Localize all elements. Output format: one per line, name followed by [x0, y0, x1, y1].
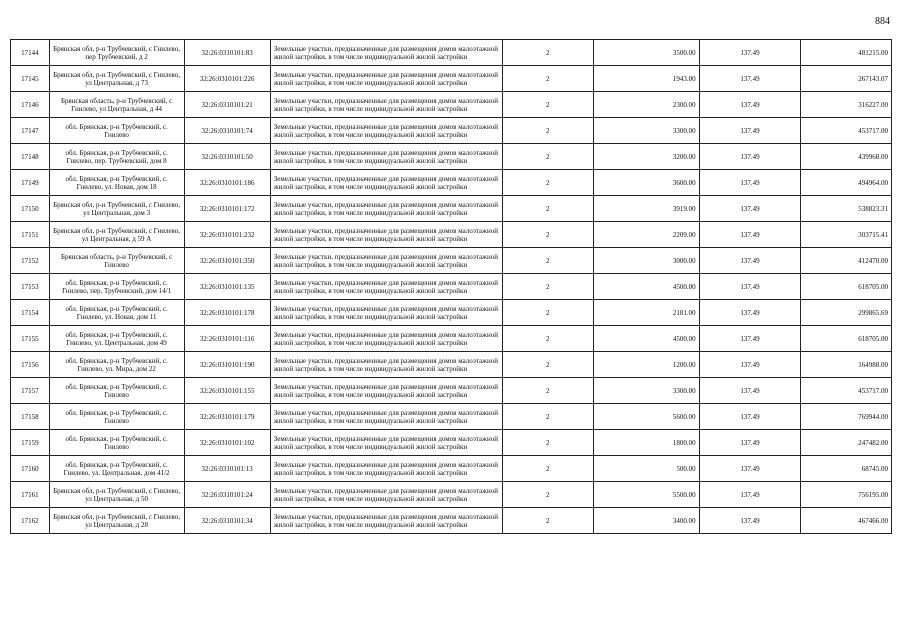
category-cell: 2 — [502, 196, 593, 222]
land-use-cell: Земельные участки, предназначенные для размещения домов малоэтажной жилой застройки, в том числе индивидуальной жилой застройки — [270, 196, 502, 222]
address-cell: обл. Брянская, р-н Трубчевский, с. Гнилево, ул. Новая, дом 11 — [49, 300, 184, 326]
rate-cell: 137.49 — [699, 118, 801, 144]
cadastral-number-cell: 32:26:0310101:232 — [184, 222, 270, 248]
category-cell: 2 — [502, 248, 593, 274]
cadastral-number-cell: 32:26:0310101:178 — [184, 300, 270, 326]
area-cell: 4500.00 — [593, 274, 699, 300]
rate-cell: 137.49 — [699, 66, 801, 92]
cadastral-number-cell: 32:26:0310101:13 — [184, 456, 270, 482]
row-number-cell: 17144 — [11, 40, 50, 66]
area-cell: 3600.00 — [593, 170, 699, 196]
rate-cell: 137.49 — [699, 274, 801, 300]
cadastral-cost-cell: 769944.00 — [801, 404, 892, 430]
category-cell: 2 — [502, 66, 593, 92]
rate-cell: 137.49 — [699, 144, 801, 170]
cadastral-cost-cell: 412470.00 — [801, 248, 892, 274]
row-number-cell: 17160 — [11, 456, 50, 482]
cadastral-cost-cell: 618705.00 — [801, 274, 892, 300]
land-use-cell: Земельные участки, предназначенные для размещения домов малоэтажной жилой застройки, в том числе индивидуальной жилой застройки — [270, 456, 502, 482]
address-cell: обл. Брянская, р-н Трубчевский, с. Гнилево — [49, 378, 184, 404]
row-number-cell: 17155 — [11, 326, 50, 352]
area-cell: 3500.00 — [593, 40, 699, 66]
rate-cell: 137.49 — [699, 508, 801, 534]
address-cell: обл. Брянская, р-н Трубчевский, с. Гнилево, ул. Мира, дом 22 — [49, 352, 184, 378]
cadastral-number-cell: 32:26:0310101:83 — [184, 40, 270, 66]
table-row — [11, 248, 892, 274]
land-use-cell: Земельные участки, предназначенные для размещения домов малоэтажной жилой застройки, в том числе индивидуальной жилой застройки — [270, 404, 502, 430]
category-cell: 2 — [502, 508, 593, 534]
table-row — [11, 222, 892, 248]
row-number-cell: 17161 — [11, 482, 50, 508]
cadastral-cost-cell: 467466.00 — [801, 508, 892, 534]
area-cell: 1800.00 — [593, 430, 699, 456]
address-cell: Брянская область, р-н Трубчевский, с Гнилево, ул Центральная, д 44 — [49, 92, 184, 118]
row-number-cell: 17149 — [11, 170, 50, 196]
address-cell: обл. Брянская, р-н Трубчевский, с. Гнилево, пер. Трубчевский, дом 8 — [49, 144, 184, 170]
rate-cell: 137.49 — [699, 196, 801, 222]
cadastral-cost-cell: 618705.00 — [801, 326, 892, 352]
area-cell: 2181.00 — [593, 300, 699, 326]
cadastral-cost-cell: 453717.00 — [801, 118, 892, 144]
table-row — [11, 274, 892, 300]
category-cell: 2 — [502, 456, 593, 482]
cadastral-cost-cell: 481215.00 — [801, 40, 892, 66]
category-cell: 2 — [502, 300, 593, 326]
cadastral-cost-cell: 164988.00 — [801, 352, 892, 378]
cadastral-number-cell: 32:26:0310101:34 — [184, 508, 270, 534]
page-number: 884 — [875, 16, 890, 27]
area-cell: 500.00 — [593, 456, 699, 482]
row-number-cell: 17150 — [11, 196, 50, 222]
area-cell: 5600.00 — [593, 404, 699, 430]
category-cell: 2 — [502, 482, 593, 508]
cadastral-value-table — [10, 39, 892, 534]
cadastral-number-cell: 32:26:0310101:172 — [184, 196, 270, 222]
address-cell: Брянская обл, р-н Трубчевский, с Гнилево, ул Центральная, д 50 — [49, 482, 184, 508]
address-cell: обл. Брянская, р-н Трубчевский, с. Гнилево — [49, 404, 184, 430]
category-cell: 2 — [502, 430, 593, 456]
cadastral-number-cell: 32:26:0310101:116 — [184, 326, 270, 352]
cadastral-cost-cell: 756195.00 — [801, 482, 892, 508]
table-row — [11, 326, 892, 352]
cadastral-cost-cell: 247482.00 — [801, 430, 892, 456]
cadastral-number-cell: 32:26:0310101:21 — [184, 92, 270, 118]
land-use-cell: Земельные участки, предназначенные для размещения домов малоэтажной жилой застройки, в том числе индивидуальной жилой застройки — [270, 300, 502, 326]
table-row — [11, 66, 892, 92]
cadastral-number-cell: 32:26:0310101:50 — [184, 144, 270, 170]
row-number-cell: 17153 — [11, 274, 50, 300]
category-cell: 2 — [502, 222, 593, 248]
table-row — [11, 118, 892, 144]
address-cell: Брянская обл, р-н Трубчевский, с Гнилево, ул Центральная, д 28 — [49, 508, 184, 534]
area-cell: 3300.00 — [593, 118, 699, 144]
area-cell: 2300.00 — [593, 92, 699, 118]
cadastral-cost-cell: 303715.41 — [801, 222, 892, 248]
address-cell: Брянская обл, р-н Трубчевский, с Гнилево, ул Центральная, дом 3 — [49, 196, 184, 222]
category-cell: 2 — [502, 118, 593, 144]
table-row — [11, 378, 892, 404]
land-use-cell: Земельные участки, предназначенные для размещения домов малоэтажной жилой застройки, в том числе индивидуальной жилой застройки — [270, 352, 502, 378]
land-use-cell: Земельные участки, предназначенные для размещения домов малоэтажной жилой застройки, в том числе индивидуальной жилой застройки — [270, 222, 502, 248]
area-cell: 3000.00 — [593, 248, 699, 274]
cadastral-number-cell: 32:26:0310101:226 — [184, 66, 270, 92]
rate-cell: 137.49 — [699, 170, 801, 196]
category-cell: 2 — [502, 326, 593, 352]
address-cell: Брянская обл, р-н Трубчевский, с Гнилево, ул Центральная, д 59 А — [49, 222, 184, 248]
rate-cell: 137.49 — [699, 222, 801, 248]
address-cell: обл. Брянская, р-н Трубчевский, с. Гнилево, ул. Новая, дом 18 — [49, 170, 184, 196]
address-cell: обл. Брянская, р-н Трубчевский, с. Гнилево — [49, 118, 184, 144]
address-cell: обл. Брянская, р-н Трубчевский, с. Гнилево, ул. Центральная, дом 41/2 — [49, 456, 184, 482]
table-row — [11, 352, 892, 378]
category-cell: 2 — [502, 170, 593, 196]
rate-cell: 137.49 — [699, 92, 801, 118]
rate-cell: 137.49 — [699, 352, 801, 378]
land-use-cell: Земельные участки, предназначенные для размещения домов малоэтажной жилой застройки, в том числе индивидуальной жилой застройки — [270, 66, 502, 92]
address-cell: обл. Брянская, р-н Трубчевский, с. Гнилево, ул. Центральная, дом 49 — [49, 326, 184, 352]
land-use-cell: Земельные участки, предназначенные для размещения домов малоэтажной жилой застройки, в том числе индивидуальной жилой застройки — [270, 144, 502, 170]
rate-cell: 137.49 — [699, 248, 801, 274]
cadastral-number-cell: 32:26:0310101:186 — [184, 170, 270, 196]
row-number-cell: 17152 — [11, 248, 50, 274]
row-number-cell: 17158 — [11, 404, 50, 430]
land-use-cell: Земельные участки, предназначенные для размещения домов малоэтажной жилой застройки, в том числе индивидуальной жилой застройки — [270, 118, 502, 144]
row-number-cell: 17156 — [11, 352, 50, 378]
land-use-cell: Земельные участки, предназначенные для размещения домов малоэтажной жилой застройки, в том числе индивидуальной жилой застройки — [270, 274, 502, 300]
table-row — [11, 300, 892, 326]
area-cell: 1200.00 — [593, 352, 699, 378]
land-use-cell: Земельные участки, предназначенные для размещения домов малоэтажной жилой застройки, в том числе индивидуальной жилой застройки — [270, 378, 502, 404]
cadastral-number-cell: 32:26:0310101:74 — [184, 118, 270, 144]
land-use-cell: Земельные участки, предназначенные для размещения домов малоэтажной жилой застройки, в том числе индивидуальной жилой застройки — [270, 508, 502, 534]
rate-cell: 137.49 — [699, 482, 801, 508]
rate-cell: 137.49 — [699, 326, 801, 352]
category-cell: 2 — [502, 378, 593, 404]
table-row — [11, 508, 892, 534]
cadastral-cost-cell: 494964.00 — [801, 170, 892, 196]
table-row — [11, 196, 892, 222]
table-row — [11, 170, 892, 196]
cadastral-cost-cell: 316227.00 — [801, 92, 892, 118]
cadastral-number-cell: 32:26:0310101:190 — [184, 352, 270, 378]
area-cell: 4500.00 — [593, 326, 699, 352]
area-cell: 3919.00 — [593, 196, 699, 222]
table-body — [11, 40, 892, 534]
address-cell: Брянская обл, р-н Трубчевский, с Гнилево, пер Трубчевский, д 2 — [49, 40, 184, 66]
cadastral-cost-cell: 299865.69 — [801, 300, 892, 326]
land-use-cell: Земельные участки, предназначенные для размещения домов малоэтажной жилой застройки, в том числе индивидуальной жилой застройки — [270, 40, 502, 66]
rate-cell: 137.49 — [699, 456, 801, 482]
row-number-cell: 17162 — [11, 508, 50, 534]
row-number-cell: 17157 — [11, 378, 50, 404]
table-row — [11, 430, 892, 456]
address-cell: обл. Брянская, р-н Трубчевский, с. Гнилево, пер. Трубчевский, дом 14/1 — [49, 274, 184, 300]
table-row — [11, 144, 892, 170]
area-cell: 3300.00 — [593, 378, 699, 404]
category-cell: 2 — [502, 404, 593, 430]
table-row — [11, 40, 892, 66]
cadastral-cost-cell: 538823.31 — [801, 196, 892, 222]
row-number-cell: 17147 — [11, 118, 50, 144]
rate-cell: 137.49 — [699, 430, 801, 456]
rate-cell: 137.49 — [699, 404, 801, 430]
cadastral-number-cell: 32:26:0310101:179 — [184, 404, 270, 430]
cadastral-cost-cell: 453717.00 — [801, 378, 892, 404]
cadastral-cost-cell: 267143.07 — [801, 66, 892, 92]
cadastral-number-cell: 32:26:0310101:155 — [184, 378, 270, 404]
row-number-cell: 17154 — [11, 300, 50, 326]
cadastral-cost-cell: 68745.00 — [801, 456, 892, 482]
area-cell: 1943.00 — [593, 66, 699, 92]
table-row — [11, 482, 892, 508]
rate-cell: 137.49 — [699, 378, 801, 404]
cadastral-number-cell: 32:26:0310101:135 — [184, 274, 270, 300]
row-number-cell: 17148 — [11, 144, 50, 170]
area-cell: 3400.00 — [593, 508, 699, 534]
table-row — [11, 456, 892, 482]
row-number-cell: 17151 — [11, 222, 50, 248]
category-cell: 2 — [502, 352, 593, 378]
rate-cell: 137.49 — [699, 40, 801, 66]
category-cell: 2 — [502, 92, 593, 118]
row-number-cell: 17146 — [11, 92, 50, 118]
address-cell: Брянская область, р-н Трубчевский, с Гнилево — [49, 248, 184, 274]
row-number-cell: 17159 — [11, 430, 50, 456]
land-use-cell: Земельные участки, предназначенные для размещения домов малоэтажной жилой застройки, в том числе индивидуальной жилой застройки — [270, 326, 502, 352]
area-cell: 5500.00 — [593, 482, 699, 508]
cadastral-number-cell: 32:26:0310101:350 — [184, 248, 270, 274]
table-row — [11, 92, 892, 118]
cadastral-cost-cell: 439968.00 — [801, 144, 892, 170]
land-use-cell: Земельные участки, предназначенные для размещения домов малоэтажной жилой застройки, в том числе индивидуальной жилой застройки — [270, 248, 502, 274]
land-use-cell: Земельные участки, предназначенные для размещения домов малоэтажной жилой застройки, в том числе индивидуальной жилой застройки — [270, 430, 502, 456]
cadastral-number-cell: 32:26:0310101:102 — [184, 430, 270, 456]
row-number-cell: 17145 — [11, 66, 50, 92]
category-cell: 2 — [502, 274, 593, 300]
area-cell: 3200.00 — [593, 144, 699, 170]
land-use-cell: Земельные участки, предназначенные для размещения домов малоэтажной жилой застройки, в том числе индивидуальной жилой застройки — [270, 170, 502, 196]
cadastral-number-cell: 32:26:0310101:24 — [184, 482, 270, 508]
land-use-cell: Земельные участки, предназначенные для размещения домов малоэтажной жилой застройки, в том числе индивидуальной жилой застройки — [270, 482, 502, 508]
table-row — [11, 404, 892, 430]
category-cell: 2 — [502, 40, 593, 66]
rate-cell: 137.49 — [699, 300, 801, 326]
address-cell: Брянская обл, р-н Трубчевский, с Гнилево, ул Центральная, д 73 — [49, 66, 184, 92]
category-cell: 2 — [502, 144, 593, 170]
land-use-cell: Земельные участки, предназначенные для размещения домов малоэтажной жилой застройки, в том числе индивидуальной жилой застройки — [270, 92, 502, 118]
address-cell: обл. Брянская, р-н Трубчевский, с. Гнилево — [49, 430, 184, 456]
area-cell: 2209.00 — [593, 222, 699, 248]
